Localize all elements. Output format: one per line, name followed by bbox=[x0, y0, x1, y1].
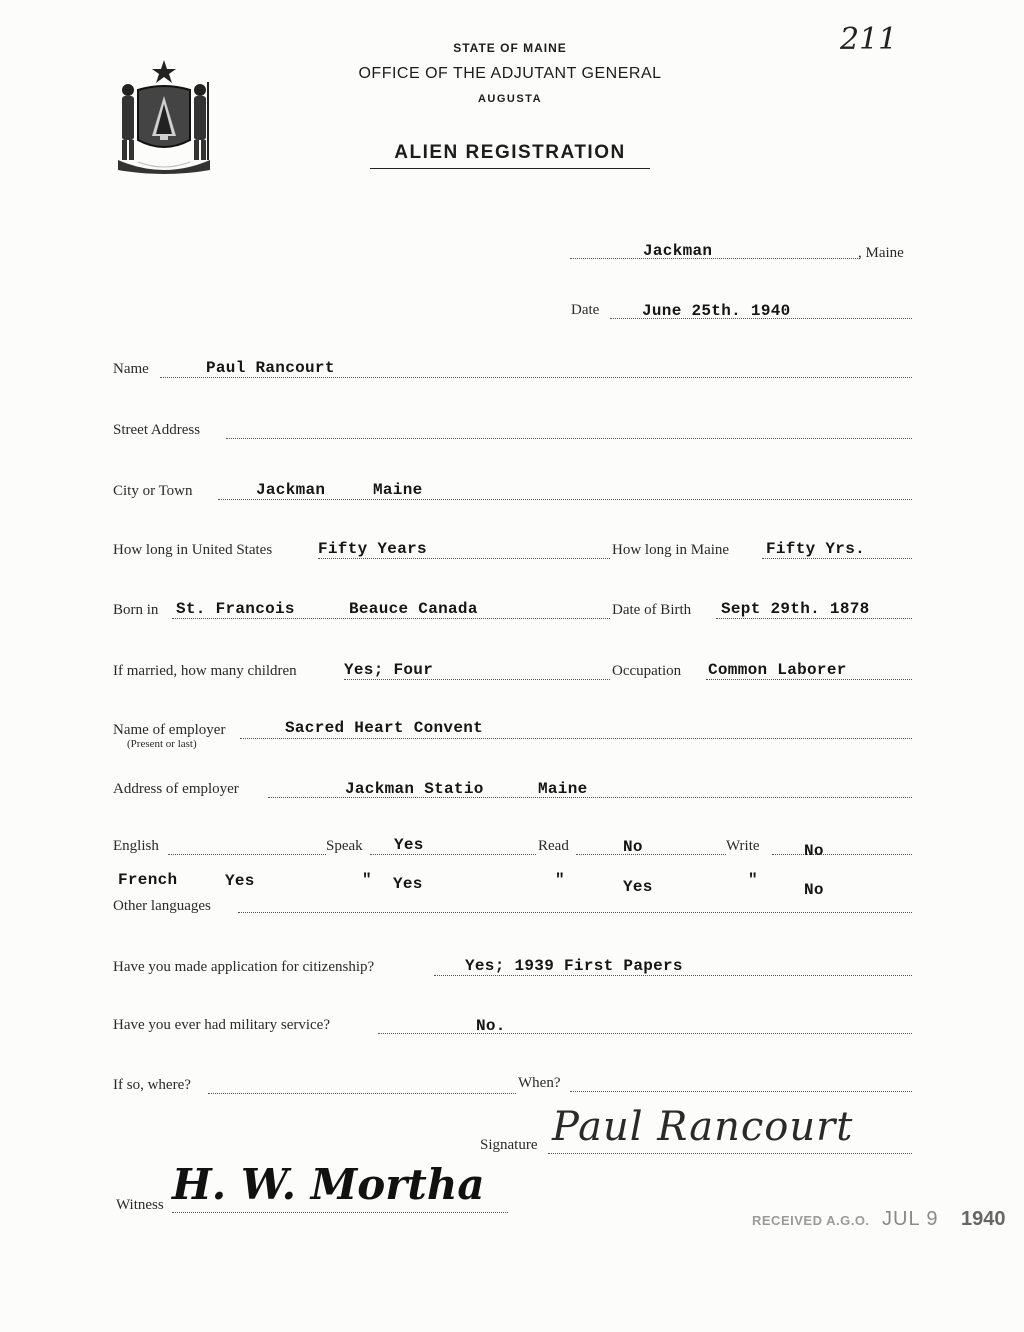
speak-label: Speak bbox=[326, 838, 363, 854]
citizenship-dots bbox=[434, 975, 912, 976]
other-language-name: French bbox=[118, 871, 178, 889]
maine-duration-value: Fifty Yrs. bbox=[766, 540, 866, 558]
children-label: If married, how many children bbox=[113, 663, 297, 679]
received-stamp bbox=[752, 1208, 1005, 1231]
born-in-dots bbox=[172, 618, 610, 619]
maine-duration-dots bbox=[762, 558, 912, 559]
born-in-value-1: St. Francois bbox=[176, 600, 295, 618]
military-dots bbox=[378, 1033, 912, 1034]
street-dots bbox=[226, 438, 912, 439]
date-label: Date bbox=[571, 302, 600, 318]
where-dots bbox=[208, 1093, 516, 1094]
city-value-2: Maine bbox=[373, 481, 423, 499]
ditto-3: " bbox=[748, 871, 758, 889]
citizenship-value: Yes; 1939 First Papers bbox=[465, 957, 683, 975]
when-label: When? bbox=[518, 1075, 561, 1091]
english-dots-4 bbox=[772, 854, 912, 855]
employer-address-value-2: Maine bbox=[538, 780, 588, 798]
maine-seal-icon bbox=[108, 56, 220, 180]
employer-label: Name of employer bbox=[113, 722, 226, 738]
name-dots bbox=[160, 377, 912, 378]
other-language-read: Yes bbox=[393, 875, 423, 893]
military-label: Have you ever had military service? bbox=[113, 1017, 330, 1033]
name-label: Name bbox=[113, 361, 149, 377]
occupation-dots bbox=[706, 679, 912, 680]
employer-address-label: Address of employer bbox=[113, 781, 239, 797]
file-number: 211 bbox=[840, 22, 898, 57]
employer-sublabel: (Present or last) bbox=[127, 738, 197, 750]
header-city: AUGUSTA bbox=[477, 93, 543, 105]
city-dots bbox=[218, 499, 912, 500]
signature-dots bbox=[548, 1153, 912, 1154]
employer-dots bbox=[240, 738, 912, 739]
witness-label: Witness bbox=[116, 1197, 164, 1213]
other-language-write: Yes bbox=[623, 878, 653, 896]
dob-dots bbox=[716, 618, 912, 619]
ditto-2: " bbox=[555, 871, 565, 889]
speak-value: Yes bbox=[394, 836, 424, 854]
born-in-label: Born in bbox=[113, 602, 159, 618]
citizenship-label: Have you made application for citizenship? bbox=[113, 959, 375, 975]
city-value-1: Jackman bbox=[256, 481, 326, 499]
street-label: Street Address bbox=[113, 422, 201, 438]
place-value: Jackman bbox=[643, 242, 713, 260]
english-dots-3 bbox=[576, 854, 726, 855]
stamp-received: RECEIVED A.G.O. bbox=[752, 1213, 870, 1228]
ditto-1: " bbox=[362, 871, 372, 889]
when-dots bbox=[570, 1091, 912, 1092]
stamp-date: JUL 9 bbox=[882, 1208, 939, 1230]
children-value: Yes; Four bbox=[344, 661, 434, 679]
english-dots-1 bbox=[168, 854, 326, 855]
stamp-year: 1940 bbox=[960, 1208, 1006, 1230]
read-value: No bbox=[623, 838, 643, 856]
us-duration-dots bbox=[318, 558, 610, 559]
header-state: STATE OF MAINE bbox=[453, 41, 567, 55]
occupation-label: Occupation bbox=[612, 663, 682, 679]
other-languages-label: Other languages bbox=[113, 898, 211, 914]
other-languages-dots bbox=[238, 912, 912, 913]
maine-duration-label: How long in Maine bbox=[612, 542, 730, 558]
born-in-value-2: Beauce Canada bbox=[349, 600, 478, 618]
other-language-last: No bbox=[804, 881, 824, 899]
us-duration-label: How long in United States bbox=[113, 542, 273, 558]
military-value: No. bbox=[476, 1017, 506, 1035]
english-dots-2 bbox=[370, 854, 536, 855]
write-label: Write bbox=[726, 838, 760, 854]
witness-value: H. W. Mortha bbox=[172, 1160, 485, 1209]
employer-value: Sacred Heart Convent bbox=[285, 719, 484, 737]
dob-value: Sept 29th. 1878 bbox=[721, 600, 870, 618]
write-value: No bbox=[804, 842, 824, 860]
header-office: OFFICE OF THE ADJUTANT GENERAL bbox=[358, 65, 662, 82]
read-label: Read bbox=[538, 838, 569, 854]
signature-label: Signature bbox=[480, 1137, 538, 1153]
title-underline bbox=[370, 168, 650, 169]
us-duration-value: Fifty Years bbox=[318, 540, 427, 558]
english-label: English bbox=[113, 838, 159, 854]
children-dots bbox=[344, 679, 610, 680]
form-title: ALIEN REGISTRATION bbox=[394, 142, 626, 163]
occupation-value: Common Laborer bbox=[708, 661, 847, 679]
employer-address-value-1: Jackman Statio bbox=[345, 780, 484, 798]
where-label: If so, where? bbox=[113, 1077, 191, 1093]
place-suffix: , Maine bbox=[858, 245, 904, 261]
signature-value: Paul Rancourt bbox=[552, 1104, 854, 1150]
date-value: June 25th. 1940 bbox=[642, 302, 791, 320]
city-label: City or Town bbox=[113, 483, 193, 499]
witness-dots bbox=[172, 1212, 508, 1213]
dob-label: Date of Birth bbox=[612, 602, 692, 618]
place-dots bbox=[570, 258, 860, 259]
name-value: Paul Rancourt bbox=[206, 359, 335, 377]
other-language-speak: Yes bbox=[225, 872, 255, 890]
